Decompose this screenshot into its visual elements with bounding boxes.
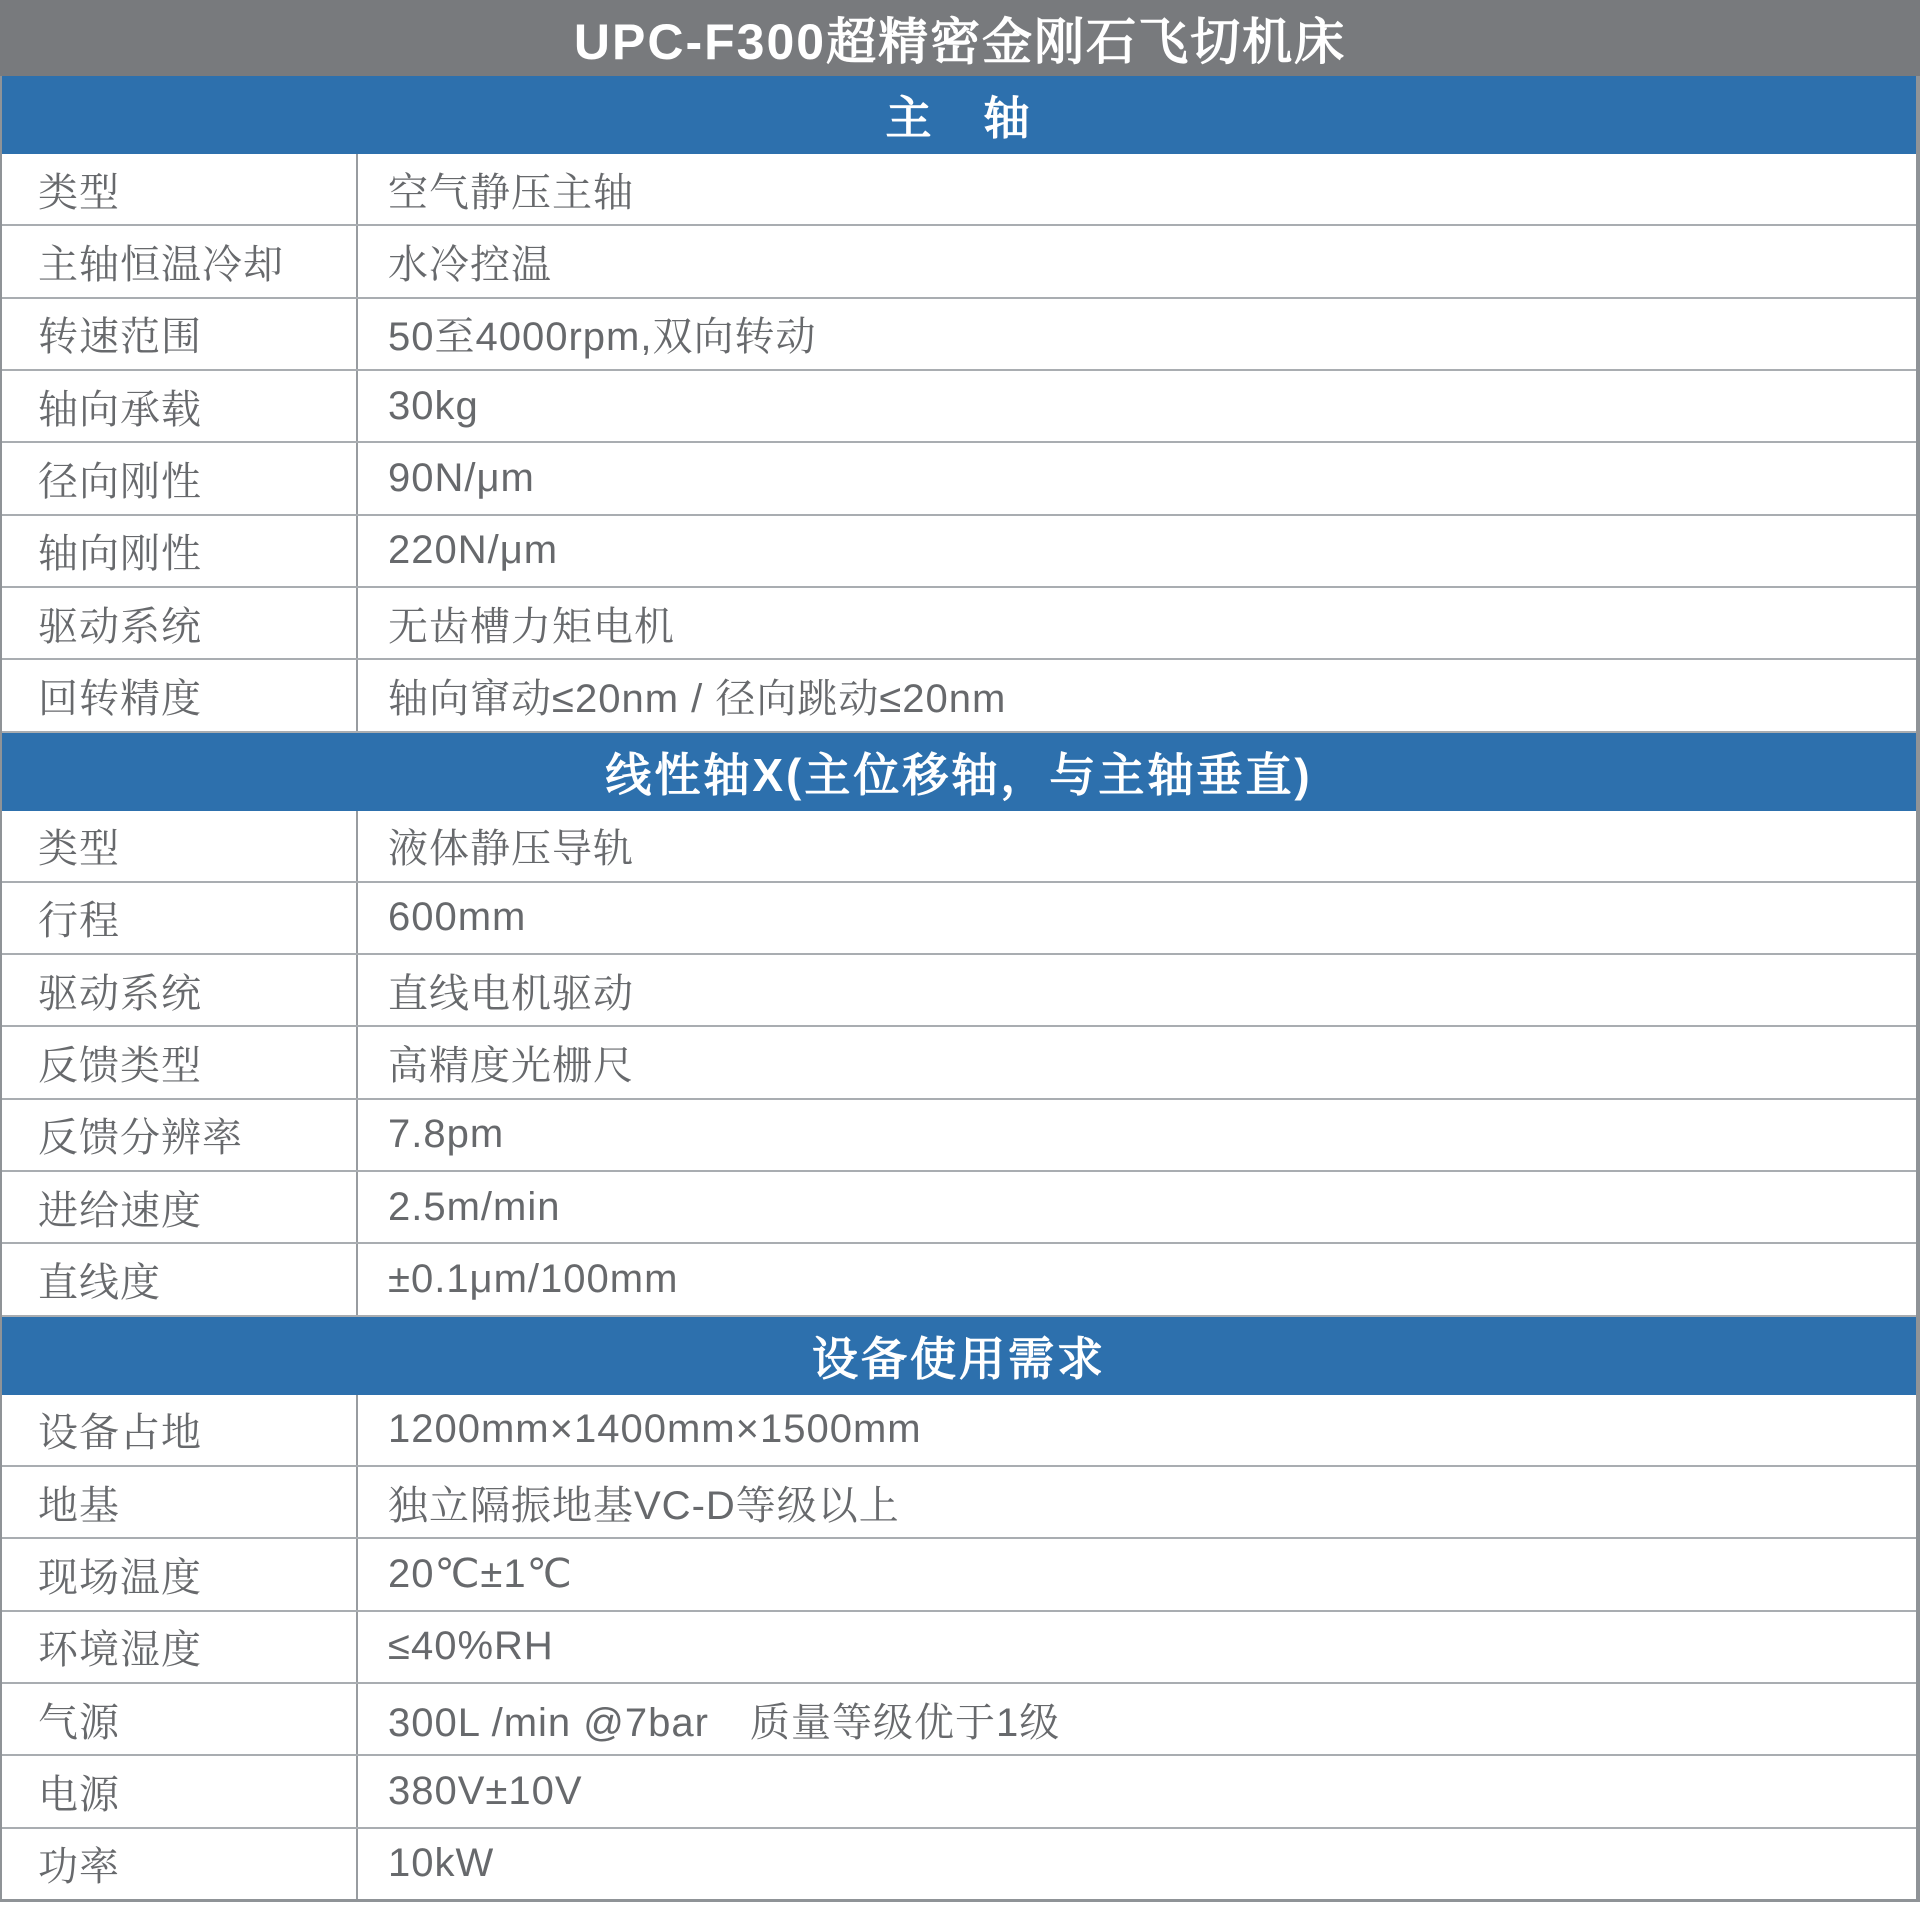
table-row <box>2 1467 1916 1539</box>
spec-value: ±0.1μm/100mm <box>388 1257 679 1302</box>
spec-value: 30kg <box>388 383 479 428</box>
spec-label: 电源 <box>2 1756 358 1826</box>
table-row <box>2 660 1916 732</box>
spec-label: 类型 <box>2 811 358 881</box>
spec-label: 轴向刚性 <box>2 516 358 586</box>
table-row <box>2 1684 1916 1756</box>
title-bar <box>0 0 1920 76</box>
page-title: UPC-F300超精密金刚石飞切机床 <box>573 14 1347 70</box>
table-row <box>2 811 1916 883</box>
spec-label: 主轴恒温冷却 <box>2 226 358 296</box>
spec-label: 轴向承载 <box>2 371 358 441</box>
spec-value: 1200mm×1400mm×1500mm <box>388 1407 922 1452</box>
table-row <box>2 226 1916 298</box>
spec-label: 反馈分辨率 <box>2 1100 358 1170</box>
spec-label: 驱动系统 <box>2 955 358 1025</box>
spec-label: 进给速度 <box>2 1172 358 1242</box>
spec-value: 直线电机驱动 <box>388 971 634 1016</box>
section-header-linear-axis-x <box>2 733 1916 811</box>
spec-label: 类型 <box>2 154 358 224</box>
spec-label: 行程 <box>2 883 358 953</box>
spec-value: 50至4000rpm,双向转动 <box>388 315 817 360</box>
spec-label: 环境湿度 <box>2 1612 358 1682</box>
section-header-spindle <box>2 76 1916 154</box>
spec-value: 水冷控温 <box>388 242 552 287</box>
spec-label: 径向刚性 <box>2 443 358 513</box>
spec-value: 无齿槽力矩电机 <box>388 604 675 649</box>
spec-value: 2.5m/min <box>388 1184 561 1229</box>
table-row <box>2 1244 1916 1316</box>
spec-value: ≤40%RH <box>388 1624 554 1669</box>
spec-value: 20℃±1℃ <box>388 1552 573 1597</box>
table-row <box>2 588 1916 660</box>
spec-label: 功率 <box>2 1829 358 1899</box>
spec-value: 300L /min @7bar 质量等级优于1级 <box>388 1700 1061 1745</box>
spec-label: 转速范围 <box>2 299 358 369</box>
section-title: 线性轴X(主位移轴，与主轴垂直) <box>605 748 1313 801</box>
spec-table <box>0 76 1920 1902</box>
table-row <box>2 1539 1916 1611</box>
spec-label: 直线度 <box>2 1244 358 1314</box>
section-header-requirements <box>2 1317 1916 1395</box>
table-row <box>2 371 1916 443</box>
table-row <box>2 1829 1916 1899</box>
table-row <box>2 1027 1916 1099</box>
spec-value: 7.8pm <box>388 1112 505 1157</box>
table-row <box>2 516 1916 588</box>
table-row <box>2 955 1916 1027</box>
spec-value: 液体静压导轨 <box>388 827 634 872</box>
table-row <box>2 1100 1916 1172</box>
spec-value: 高精度光栅尺 <box>388 1044 634 1089</box>
table-row <box>2 1172 1916 1244</box>
spec-label: 地基 <box>2 1467 358 1537</box>
spec-value: 空气静压主轴 <box>388 170 634 215</box>
spec-value: 600mm <box>388 895 527 940</box>
table-row <box>2 443 1916 515</box>
table-row <box>2 1612 1916 1684</box>
table-row <box>2 1756 1916 1828</box>
table-row <box>2 1395 1916 1467</box>
spec-label: 反馈类型 <box>2 1027 358 1097</box>
spec-value: 独立隔振地基VC-D等级以上 <box>388 1483 900 1528</box>
spec-value: 220N/μm <box>388 528 559 573</box>
spec-value: 10kW <box>388 1841 495 1886</box>
section-title: 设备使用需求 <box>812 1332 1106 1385</box>
spec-value: 90N/μm <box>388 455 535 500</box>
table-row <box>2 299 1916 371</box>
spec-label: 驱动系统 <box>2 588 358 658</box>
spec-label: 回转精度 <box>2 660 358 730</box>
table-row <box>2 154 1916 226</box>
spec-label: 气源 <box>2 1684 358 1754</box>
table-row <box>2 883 1916 955</box>
spec-value: 轴向窜动≤20nm / 径向跳动≤20nm <box>388 676 1007 721</box>
spec-label: 设备占地 <box>2 1395 358 1465</box>
spec-label: 现场温度 <box>2 1539 358 1609</box>
section-title: 主 轴 <box>885 92 1033 144</box>
spec-value: 380V±10V <box>388 1768 583 1813</box>
